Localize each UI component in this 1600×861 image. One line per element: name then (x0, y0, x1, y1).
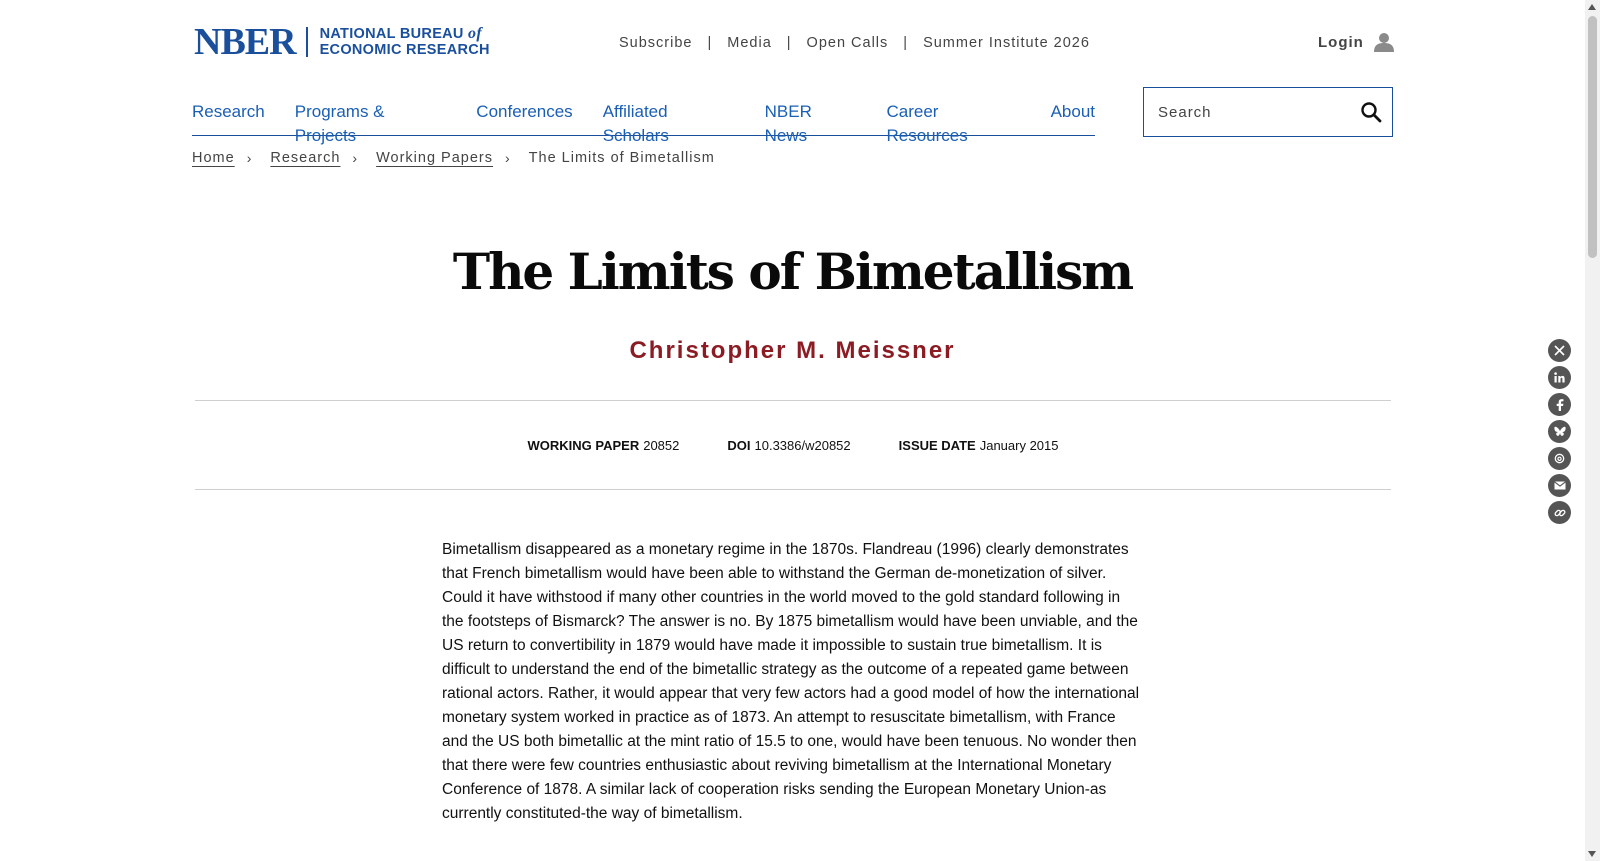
paper-meta (195, 400, 1391, 490)
breadcrumb (192, 150, 715, 166)
nav-programs-projects[interactable]: Programs & Projects (294, 102, 385, 145)
linkedin-icon[interactable] (1548, 366, 1571, 389)
nav-affiliated-scholars[interactable]: Affiliated Scholars (602, 102, 669, 145)
facebook-icon[interactable] (1548, 393, 1571, 416)
scroll-up-icon[interactable] (1588, 4, 1596, 10)
threads-icon[interactable] (1548, 447, 1571, 470)
bluesky-icon[interactable] (1548, 420, 1571, 443)
x-icon[interactable] (1548, 339, 1571, 362)
utility-separator: | (786, 35, 792, 51)
page-scrollbar[interactable] (1585, 0, 1600, 861)
nav-research[interactable]: Research (192, 102, 265, 121)
nber-logo[interactable] (194, 23, 490, 61)
user-icon (1374, 32, 1394, 52)
nav-about[interactable]: About (1050, 102, 1096, 121)
search-button[interactable] (1360, 101, 1382, 128)
breadcrumb-current: The Limits of Bimetallism (528, 150, 715, 166)
media-link[interactable]: Media (727, 35, 772, 51)
working-paper-number: WORKING PAPER 20852 (527, 437, 680, 453)
scroll-down-icon[interactable] (1588, 851, 1596, 857)
chevron-right-icon: › (352, 150, 359, 166)
utility-separator: | (903, 35, 909, 51)
open-calls-link[interactable]: Open Calls (806, 35, 889, 51)
scrollbar-thumb[interactable] (1588, 16, 1597, 258)
logo-divider (306, 27, 308, 57)
summer-institute-link[interactable]: Summer Institute 2026 (923, 35, 1090, 51)
link-icon[interactable] (1548, 501, 1571, 524)
search-icon (1360, 101, 1382, 123)
search-box (1143, 87, 1393, 137)
issue-date: ISSUE DATE January 2015 (898, 437, 1059, 453)
breadcrumb-working-papers[interactable]: Working Papers (376, 150, 493, 166)
breadcrumb-research[interactable]: Research (270, 150, 341, 166)
share-bar (1548, 339, 1571, 528)
author-link[interactable]: Christopher M. Meissner (629, 337, 956, 364)
doi: DOI 10.3386/w20852 (727, 437, 851, 453)
logo-mark: NBER (194, 21, 296, 63)
nav-career-resources[interactable]: Career Resources (886, 102, 968, 145)
login-button[interactable] (1318, 32, 1394, 52)
page-title: The Limits of Bimetallism (452, 242, 1133, 301)
logo-wordmark: NATIONAL BUREAU of ECONOMIC RESEARCH (319, 25, 490, 58)
abstract-text: Bimetallism disappeared as a monetary regime in the 1870s. Flandreau (1996) clearly demonstrates that French bimetallism would have been able to withstand the German de-monetization of silver. Could it have withstood if many other countries in the world moved to the gold standard following in the footsteps of Bismarck? The answer is no. By 1875 bimetallism would have been unviable, and the US return to convertibility in 1879 would have made it impossible to sustain true bimetallism. It is difficult to understand the end of the bimetallic strategy as the outcome of a repeated game between rational actors. Rather, it would appear that very few actors had a good model of how the international monetary system worked in practice as of 1873. An attempt to resuscitate bimetallism, with France and the US both bimetallic at the mint ratio of 15.5 to one, would have been tenuous. No wonder then that there were few countries enthusiastic about reviving bimetallism at the International Monetary Conference of 1878. A similar lack of cooperation risks sending the European Monetary Union-as currently constituted-the way of bimetallism. (442, 541, 1140, 822)
utility-nav (619, 35, 1090, 51)
login-label: Login (1318, 33, 1364, 51)
nav-nber-news[interactable]: NBER News (764, 102, 812, 145)
email-icon[interactable] (1548, 474, 1571, 497)
chevron-right-icon: › (246, 150, 253, 166)
utility-separator: | (707, 35, 713, 51)
breadcrumb-home[interactable]: Home (192, 150, 235, 166)
subscribe-link[interactable]: Subscribe (619, 35, 693, 51)
nav-conferences[interactable]: Conferences (476, 102, 573, 121)
main-nav (192, 100, 1096, 145)
search-input[interactable] (1144, 97, 1344, 127)
chevron-right-icon: › (504, 150, 511, 166)
